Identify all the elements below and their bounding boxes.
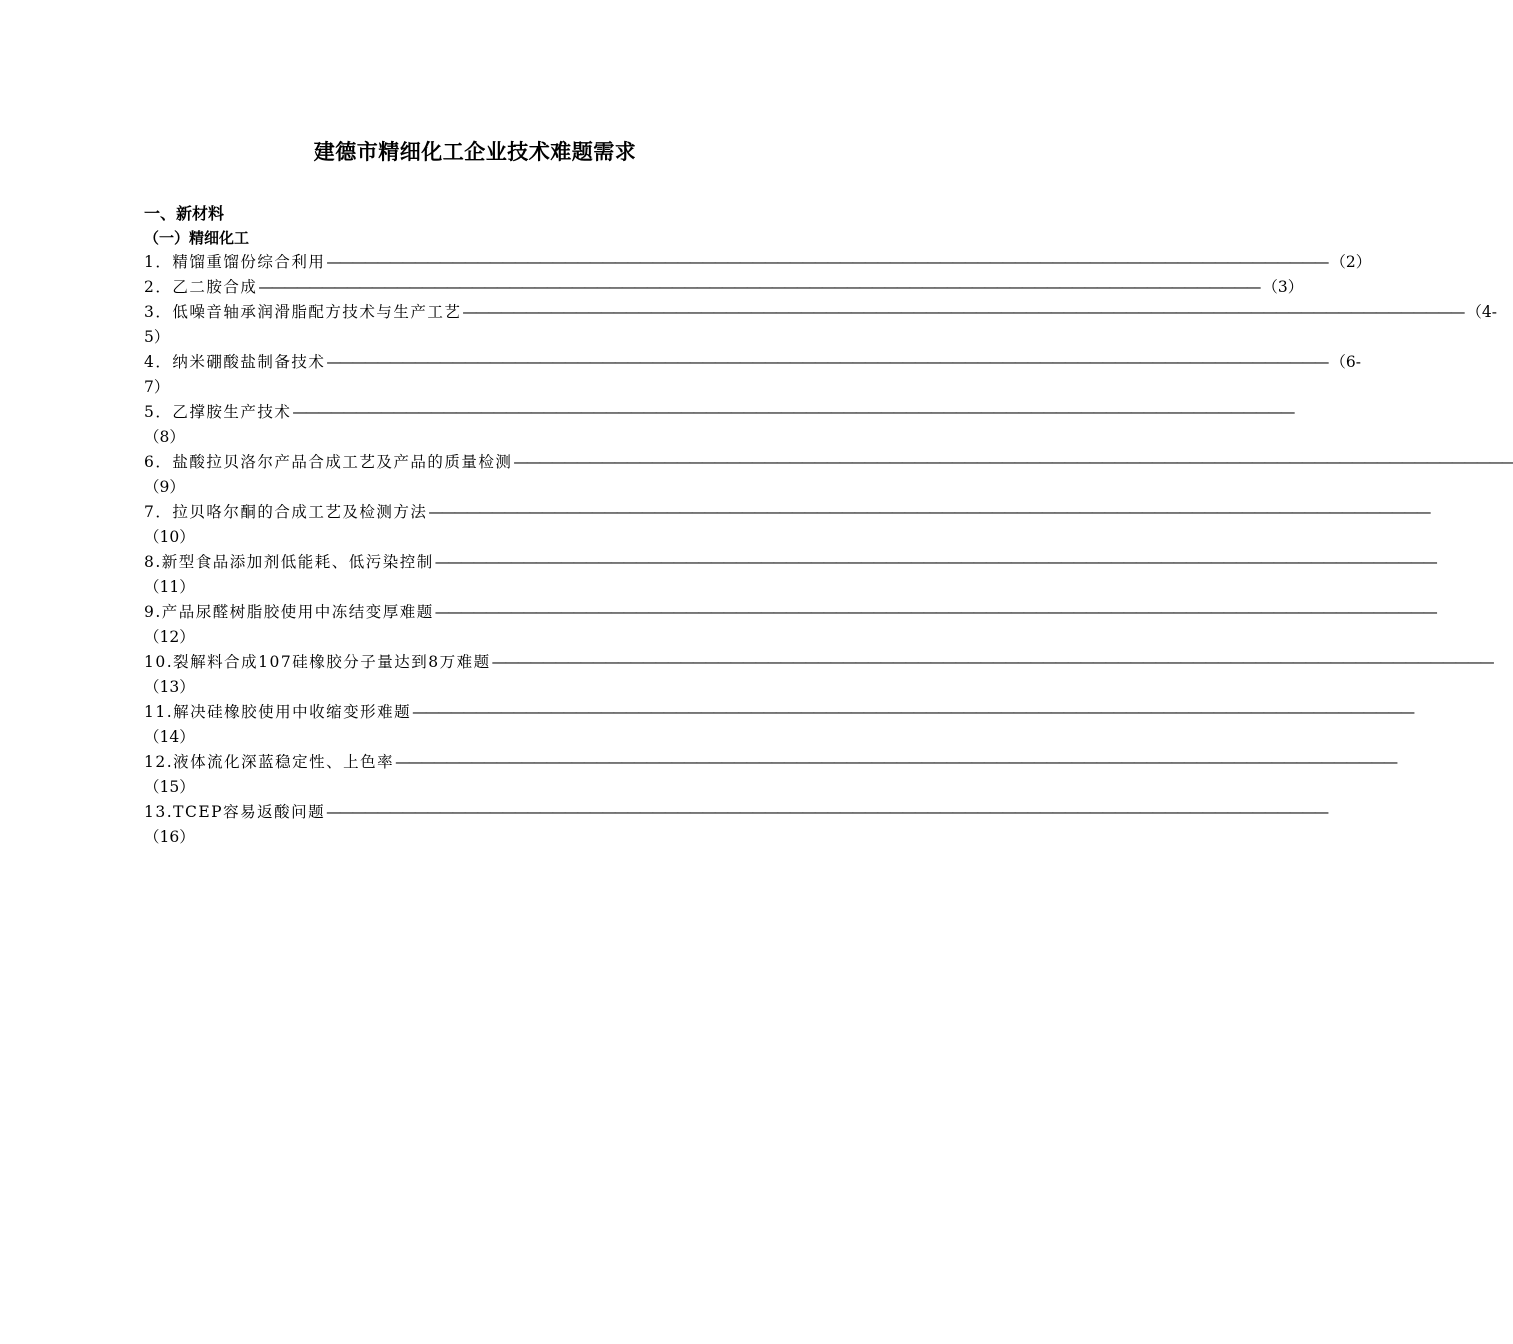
toc-entry-line bbox=[144, 450, 1513, 475]
toc-entry-line bbox=[144, 300, 1497, 325]
toc-entry[interactable] bbox=[144, 750, 1396, 800]
toc-leader-dashes: ———————————————————————————————————————————————————————————————————————————————— bbox=[491, 653, 1492, 671]
toc-entry[interactable] bbox=[144, 700, 1413, 750]
toc-entry-page-start: （6- bbox=[1330, 353, 1361, 371]
toc-leader-dashes: ———————————————————————————————————————————————————————————————————————————————— bbox=[412, 703, 1413, 721]
toc-leader-dashes: ———————————————————————————————————————————————————————————————————————————————— bbox=[462, 303, 1463, 321]
toc-leader-dashes: ———————————————————————————————————————————————————————————————————————————————— bbox=[326, 353, 1327, 371]
toc-entry-line bbox=[144, 250, 1372, 275]
toc-entry-label: 11.解决硅橡胶使用中收缩变形难题 bbox=[144, 703, 412, 721]
toc-entry-line bbox=[144, 600, 1435, 625]
toc-entry[interactable] bbox=[144, 350, 1361, 400]
toc-entry-page: （14） bbox=[144, 728, 195, 746]
toc-entry-label: 1．精馏重馏份综合利用 bbox=[144, 253, 326, 271]
toc-entry-line bbox=[144, 350, 1361, 375]
toc-entry[interactable] bbox=[144, 300, 1497, 350]
toc-entry-line bbox=[144, 550, 1435, 575]
toc-entry-page: （10） bbox=[144, 528, 195, 546]
toc-entry-label: 5．乙撑胺生产技术 bbox=[144, 403, 292, 421]
toc-entry-page-end: 5） bbox=[144, 328, 170, 346]
toc-entry-page-start: （4- bbox=[1466, 303, 1497, 321]
toc-entry-page: （12） bbox=[144, 628, 195, 646]
document-title: 建德市精细化工企业技术难题需求 bbox=[313, 140, 637, 164]
toc-entry-label: 6．盐酸拉贝洛尔产品合成工艺及产品的质量检测 bbox=[144, 453, 513, 471]
toc-entry-page: （8） bbox=[144, 428, 185, 446]
toc-leader-dashes: ———————————————————————————————————————————————————————————————————————————————— bbox=[395, 753, 1396, 771]
toc-entry-label: 2．乙二胺合成 bbox=[144, 278, 258, 296]
toc-leader-dashes: ———————————————————————————————————————————————————————————————————————————————— bbox=[258, 278, 1259, 296]
toc-entry-page: （2） bbox=[1330, 253, 1372, 271]
toc-entry[interactable] bbox=[144, 450, 1513, 500]
toc-entry-label: 8.新型食品添加剂低能耗、低污染控制 bbox=[144, 553, 434, 571]
toc-leader-dashes: ———————————————————————————————————————————————————————————————————————————————— bbox=[434, 553, 1435, 571]
toc-leader-dashes: ———————————————————————————————————————————————————————————————————————————————— bbox=[513, 453, 1513, 471]
toc-entry-label: 3．低噪音轴承润滑脂配方技术与生产工艺 bbox=[144, 303, 462, 321]
toc-entry-line bbox=[144, 500, 1429, 525]
section-heading: 一、新材料 bbox=[144, 204, 225, 223]
toc-entry[interactable] bbox=[144, 500, 1429, 550]
toc-entry[interactable] bbox=[144, 550, 1435, 600]
toc-entry-page: （3） bbox=[1262, 278, 1304, 296]
toc-entry-page-end: 7） bbox=[144, 378, 170, 396]
toc-entry-label: 12.液体流化深蓝稳定性、上色率 bbox=[144, 753, 395, 771]
toc-entry-page: （9） bbox=[144, 478, 185, 496]
toc-entry-label: 4．纳米硼酸盐制备技术 bbox=[144, 353, 326, 371]
toc-entry-line bbox=[144, 650, 1492, 675]
toc-entry[interactable] bbox=[144, 650, 1492, 700]
toc-entry-line bbox=[144, 700, 1413, 725]
toc-entry-line bbox=[144, 750, 1396, 775]
toc-leader-dashes: ———————————————————————————————————————————————————————————————————————————————— bbox=[428, 503, 1429, 521]
toc-entry-label: 9.产品尿醛树脂胶使用中冻结变厚难题 bbox=[144, 603, 434, 621]
toc-entry[interactable] bbox=[144, 600, 1435, 650]
toc-leader-dashes: ———————————————————————————————————————————————————————————————————————————————— bbox=[326, 803, 1327, 821]
toc-leader-dashes: ———————————————————————————————————————————————————————————————————————————————— bbox=[326, 253, 1327, 271]
toc-entry-label: 13.TCEP容易返酸问题 bbox=[144, 803, 326, 821]
toc-entry-line bbox=[144, 800, 1327, 825]
toc-entry-page: （13） bbox=[144, 678, 195, 696]
toc-entry[interactable] bbox=[144, 275, 1304, 300]
subsection-heading: （一）精细化工 bbox=[144, 229, 250, 247]
toc-entry[interactable] bbox=[144, 250, 1372, 275]
toc-entry-line bbox=[144, 275, 1304, 300]
toc-entry-label: 7．拉贝咯尔酮的合成工艺及检测方法 bbox=[144, 503, 428, 521]
toc-entry[interactable] bbox=[144, 400, 1293, 450]
toc-entry-label: 10.裂解料合成107硅橡胶分子量达到8万难题 bbox=[144, 653, 491, 671]
table-of-contents bbox=[144, 250, 1513, 850]
toc-entry-page: （15） bbox=[144, 778, 195, 796]
toc-leader-dashes: ———————————————————————————————————————————————————————————————————————————————— bbox=[292, 403, 1293, 421]
toc-entry-line bbox=[144, 400, 1293, 425]
toc-entry[interactable] bbox=[144, 800, 1327, 850]
toc-leader-dashes: ———————————————————————————————————————————————————————————————————————————————— bbox=[434, 603, 1435, 621]
toc-entry-page: （11） bbox=[144, 578, 195, 596]
toc-entry-page: （16） bbox=[144, 828, 195, 846]
